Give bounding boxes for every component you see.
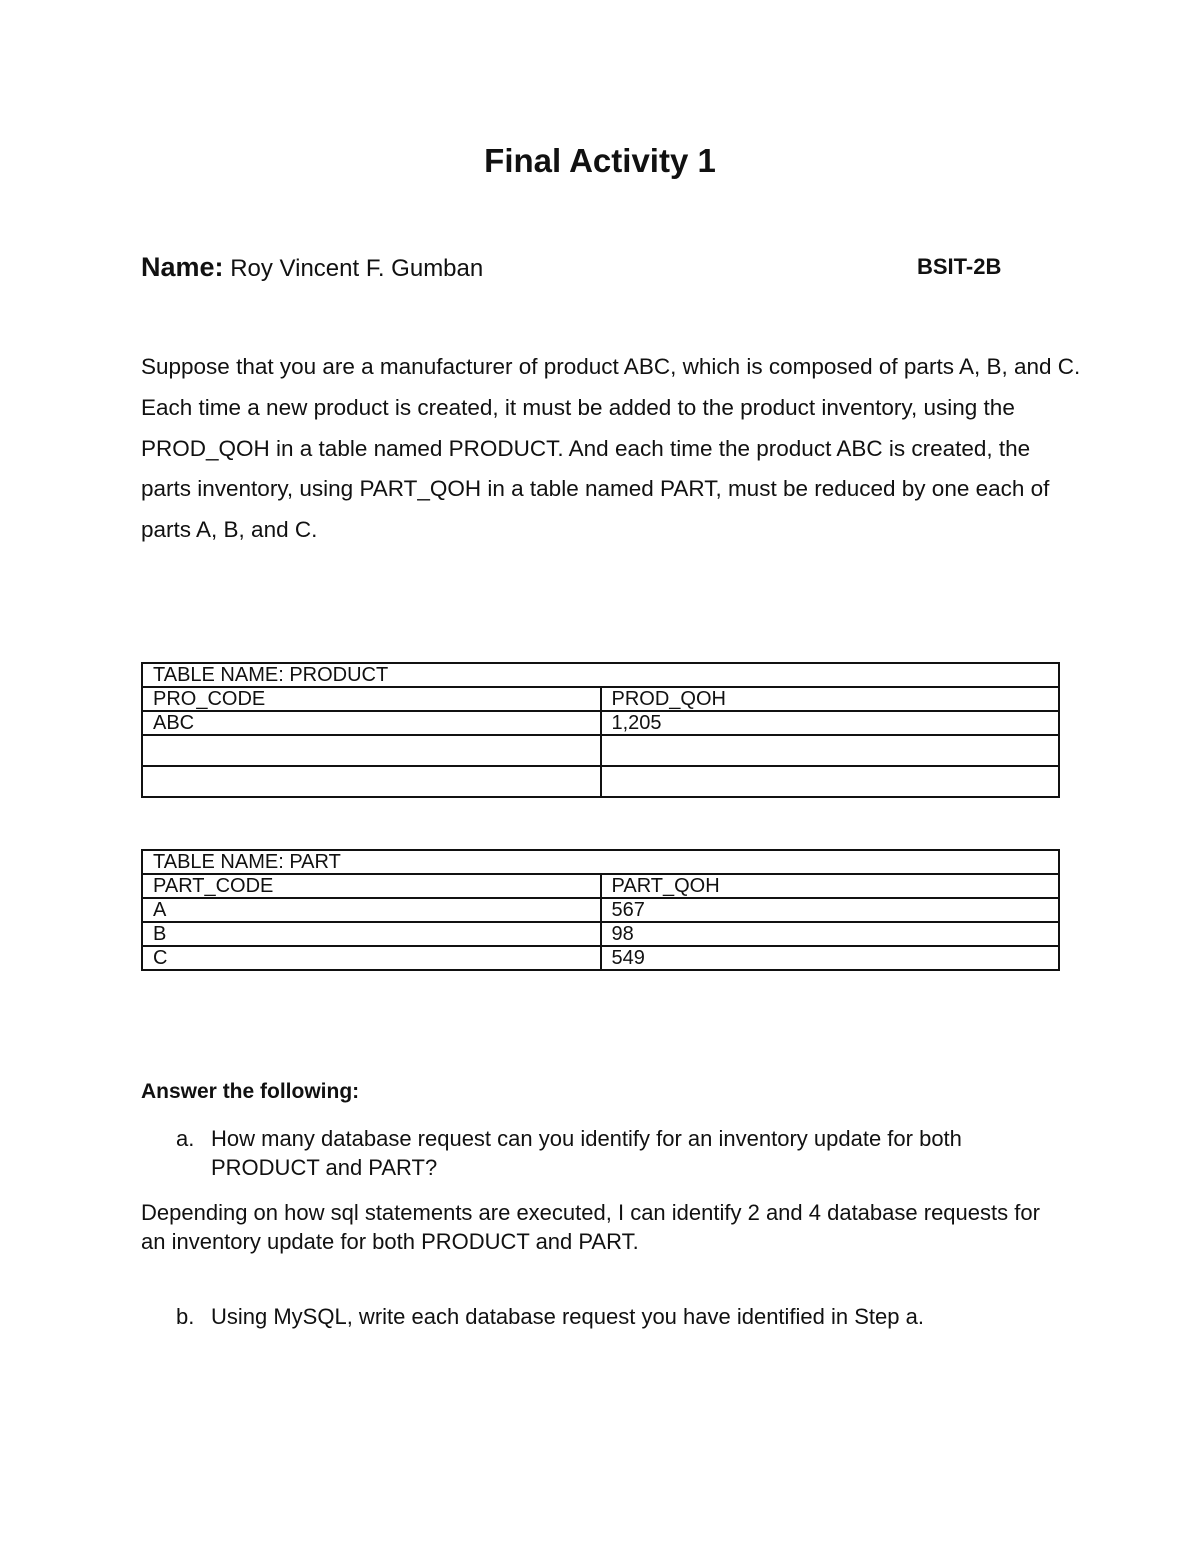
part-header-qoh: PART_QOH <box>601 874 1060 898</box>
product-header-code: PRO_CODE <box>142 687 601 711</box>
question-a-text: How many database request can you identify for an inventory update for both PRODUCT and PART? <box>211 1126 962 1180</box>
name-label: Name: <box>141 252 224 282</box>
table-row <box>142 922 1059 946</box>
product-cell-code: ABC <box>142 711 601 735</box>
part-table-caption: TABLE NAME: PART <box>142 850 1059 874</box>
product-cell-qoh <box>601 766 1060 797</box>
question-a-marker: a. <box>176 1126 195 1151</box>
name-line <box>141 252 1061 286</box>
document-title: Final Activity 1 <box>484 142 716 179</box>
part-cell-qoh: 98 <box>601 922 1060 946</box>
table-row <box>142 711 1059 735</box>
product-cell-code <box>142 766 601 797</box>
product-cell-qoh: 1,205 <box>601 711 1060 735</box>
part-header-code: PART_CODE <box>142 874 601 898</box>
product-cell-code <box>142 735 601 766</box>
answer-a-text: Depending on how sql statements are executed, I can identify 2 and 4 database requests for an inventory update for both PRODUCT and PART. <box>141 1200 1040 1254</box>
question-b <box>176 1302 1056 1332</box>
product-header-qoh: PROD_QOH <box>601 687 1060 711</box>
table-row <box>142 898 1059 922</box>
part-cell-code: A <box>142 898 601 922</box>
answer-heading: Answer the following: <box>141 1080 360 1103</box>
table-row <box>142 946 1059 970</box>
table-row <box>142 766 1059 797</box>
student-name: Roy Vincent F. Gumban <box>230 255 484 282</box>
product-table-caption: TABLE NAME: PRODUCT <box>142 663 1059 687</box>
question-b-text: Using MySQL, write each database request you have identified in Step a. <box>211 1304 924 1329</box>
product-cell-qoh <box>601 735 1060 766</box>
part-table <box>141 849 1060 971</box>
part-cell-qoh: 567 <box>601 898 1060 922</box>
question-b-marker: b. <box>176 1304 195 1329</box>
question-a <box>176 1124 1056 1184</box>
product-table <box>141 662 1060 798</box>
intro-paragraph: Suppose that you are a manufacturer of product ABC, which is composed of parts A, B, and C. Each time a new product is created, it must be added to the product inventory, using the PROD_QOH in a table named PRODUCT. And each time the product ABC is created, the parts inventory, using PART_QOH in a table named PART, must be reduced by one each of parts A, B, and C. <box>141 354 1081 543</box>
section-label: BSIT-2B <box>917 254 1002 279</box>
part-cell-qoh: 549 <box>601 946 1060 970</box>
part-cell-code: B <box>142 922 601 946</box>
part-cell-code: C <box>142 946 601 970</box>
table-row <box>142 735 1059 766</box>
